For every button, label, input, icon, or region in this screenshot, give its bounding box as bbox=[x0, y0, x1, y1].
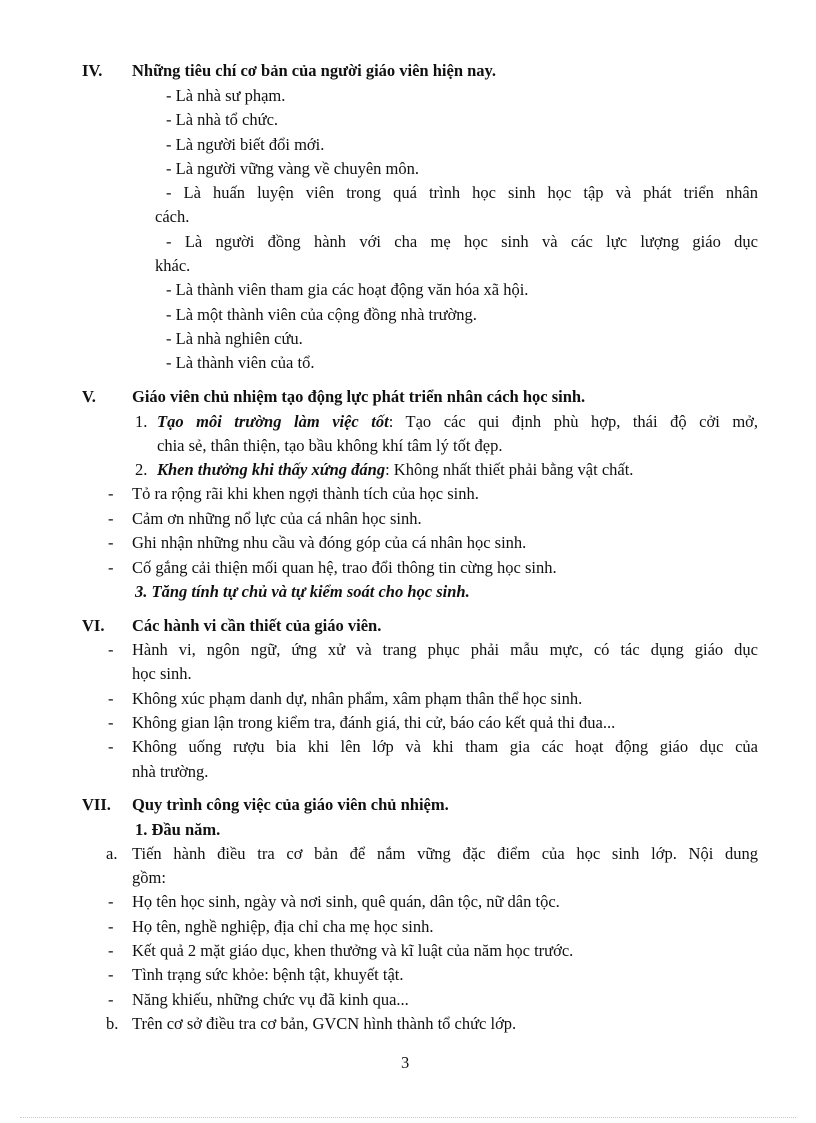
list-item: - Là người biết đổi mới. bbox=[166, 135, 325, 154]
list-item: Họ tên, nghề nghiệp, địa chỉ cha mẹ học sinh. bbox=[132, 917, 434, 936]
list-item: Không uống rượu bia khi lên lớp và khi tham gia các hoạt động giáo dục của bbox=[132, 737, 758, 756]
item-a-continuation: gồm: bbox=[132, 868, 166, 887]
dash-bullet: - bbox=[108, 689, 114, 708]
list-item: Năng khiếu, những chức vụ đã kinh qua... bbox=[132, 990, 409, 1009]
item-a-text: Tiến hành điều tra cơ bản để nắm vững đặc điểm của học sinh lớp. Nội dung bbox=[132, 844, 758, 863]
page-number: 3 bbox=[401, 1053, 410, 1072]
dash-bullet: - bbox=[108, 713, 114, 732]
point-1-line bbox=[157, 410, 758, 434]
list-item: Tỏ ra rộng rãi khi khen ngợi thành tích của học sinh. bbox=[132, 484, 479, 503]
item-b-text: Trên cơ sở điều tra cơ bản, GVCN hình thành tổ chức lớp. bbox=[132, 1014, 517, 1033]
list-item: Họ tên học sinh, ngày và nơi sinh, quê quán, dân tộc, nữ dân tộc. bbox=[132, 892, 560, 911]
section-6-number: VI. bbox=[82, 616, 105, 635]
list-item: - Là thành viên của tổ. bbox=[166, 353, 315, 372]
list-item-continuation: cách. bbox=[155, 207, 190, 226]
list-item-continuation: nhà trường. bbox=[132, 762, 209, 781]
list-item: Ghi nhận những nhu cầu và đóng góp của cá nhân học sinh. bbox=[132, 533, 527, 552]
list-item-continuation: khác. bbox=[155, 256, 191, 275]
point-1-heading: Tạo môi trường làm việc tốt bbox=[157, 412, 389, 431]
list-item: - Là nhà sư phạm. bbox=[166, 86, 286, 105]
list-item: - Là thành viên tham gia các hoạt động văn hóa xã hội. bbox=[166, 280, 529, 299]
list-item-continuation: học sinh. bbox=[132, 664, 192, 683]
list-item: - Là một thành viên của cộng đồng nhà trường. bbox=[166, 305, 477, 324]
section-7-title: Quy trình công việc của giáo viên chủ nhiệm. bbox=[132, 795, 449, 814]
point-2-text: : Không nhất thiết phải bằng vật chất. bbox=[385, 460, 634, 479]
dash-bullet: - bbox=[108, 533, 114, 552]
list-item: Tình trạng sức khỏe: bệnh tật, khuyết tật. bbox=[132, 965, 404, 984]
list-item: - Là nhà nghiên cứu. bbox=[166, 329, 303, 348]
section-7-number: VII. bbox=[82, 795, 111, 814]
point-1-continuation: chia sẻ, thân thiện, tạo bầu không khí tâm lý tốt đẹp. bbox=[157, 436, 503, 455]
dash-bullet: - bbox=[108, 941, 114, 960]
point-2-line bbox=[157, 458, 633, 482]
list-item: - Là nhà tổ chức. bbox=[166, 110, 279, 129]
dash-bullet: - bbox=[108, 965, 114, 984]
dash-bullet: - bbox=[108, 917, 114, 936]
list-item: - Là huấn luyện viên trong quá trình học sinh học tập và phát triển nhân bbox=[166, 183, 758, 202]
dash-bullet: - bbox=[108, 509, 114, 528]
list-item: Kết quả 2 mặt giáo dục, khen thưởng và kĩ luật của năm học trước. bbox=[132, 941, 574, 960]
point-1-text: : Tạo các qui định phù hợp, thái độ cởi mở, bbox=[388, 412, 758, 431]
point-1-number: 1. bbox=[135, 412, 148, 431]
point-3: 3. Tăng tính tự chủ và tự kiểm soát cho học sinh. bbox=[135, 582, 470, 601]
dash-bullet: - bbox=[108, 892, 114, 911]
section-5-title: Giáo viên chủ nhiệm tạo động lực phát triển nhân cách học sinh. bbox=[132, 387, 586, 406]
subsection-heading: 1. Đầu năm. bbox=[135, 820, 221, 839]
dash-bullet: - bbox=[108, 558, 114, 577]
section-6-title: Các hành vi cần thiết của giáo viên. bbox=[132, 616, 382, 635]
section-4-title: Những tiêu chí cơ bản của người giáo viên hiện nay. bbox=[132, 61, 497, 80]
list-item: Cố gắng cải thiện mối quan hệ, trao đổi thông tin cừng học sinh. bbox=[132, 558, 557, 577]
dash-bullet: - bbox=[108, 484, 114, 503]
page-bottom-rule bbox=[20, 1117, 796, 1118]
section-4-number: IV. bbox=[82, 61, 103, 80]
dash-bullet: - bbox=[108, 737, 114, 756]
point-2-heading: Khen thưởng khi thấy xứng đáng bbox=[157, 460, 386, 479]
point-2-number: 2. bbox=[135, 460, 148, 479]
list-item: Không gian lận trong kiểm tra, đánh giá, thi cử, báo cáo kết quả thi đua... bbox=[132, 713, 616, 732]
list-item: Cảm ơn những nổ lực của cá nhân học sinh. bbox=[132, 509, 422, 528]
list-item: - Là người vững vàng về chuyên môn. bbox=[166, 159, 419, 178]
list-item: - Là người đồng hành với cha mẹ học sinh và các lực lượng giáo dục bbox=[166, 232, 758, 251]
list-item: Hành vi, ngôn ngữ, ứng xử và trang phục phải mẫu mực, có tác dụng giáo dục bbox=[132, 640, 758, 659]
dash-bullet: - bbox=[108, 990, 114, 1009]
section-5-number: V. bbox=[82, 387, 96, 406]
list-item: Không xúc phạm danh dự, nhân phẩm, xâm phạm thân thể học sinh. bbox=[132, 689, 583, 708]
dash-bullet: - bbox=[108, 640, 114, 659]
item-b-label: b. bbox=[106, 1014, 119, 1033]
item-a-label: a. bbox=[106, 844, 118, 863]
